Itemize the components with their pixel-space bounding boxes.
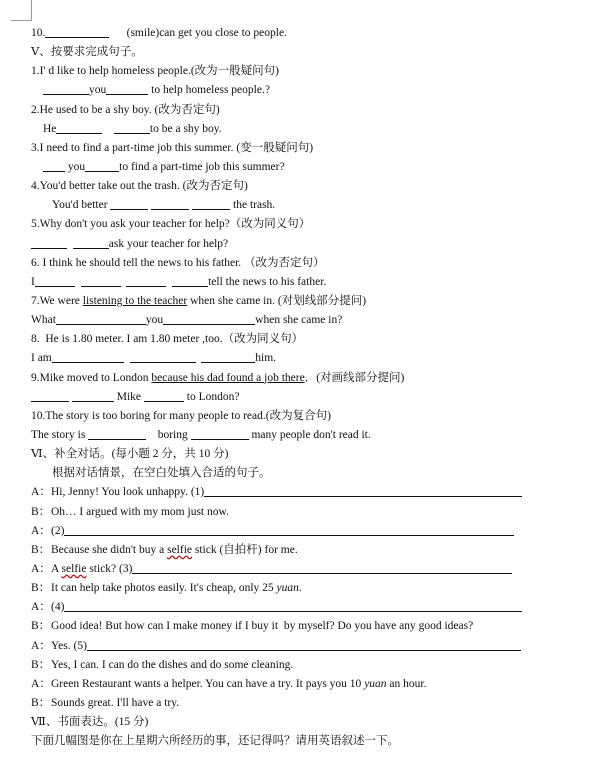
item-2-answer: He to be a shy boy. (43, 122, 222, 135)
page-corner-mark (11, 0, 32, 21)
item-6-question: 6. I think he should tell the news to his father. （改为否定句） (31, 256, 325, 269)
item-6-answer: I tell the news to his father. (31, 275, 327, 288)
dialog-line-11: A：Green Restaurant wants a helper. You can have a try. It pays you 10 yuan an hour. (31, 677, 427, 690)
section-7-instruction: 下面几幅图是你在上星期六所经历的事，还记得吗？请用英语叙述一下。 (31, 735, 399, 748)
dialog-line-1: A：Hi, Jenny! You look unhappy. (1) (0, 483, 602, 502)
item-5-answer: ask your teacher for help? (0, 235, 602, 254)
dialog-line-9: A：Yes. (5) (0, 637, 602, 656)
section-7-title: Ⅶ、书面表达。(15 分) (31, 716, 149, 729)
section-6-instruction: 根据对话情景，在空白处填入合适的句子。 (52, 467, 271, 480)
item-2-question: 2.He used to be a shy boy. (改为否定句) (31, 103, 220, 116)
item-10-answer: The story is boring many people don't read it. (31, 428, 371, 441)
section-6-title: Ⅵ、补全对话。(每小题 2 分，共 10 分) (31, 448, 229, 461)
item-8-answer: I am him. (31, 352, 277, 365)
section-5-title: Ⅴ、按要求完成句子。 (31, 46, 143, 59)
dialog-line-7: A：(4) (0, 598, 602, 617)
dialog-line-12: B：Sounds great. I'll have a try. (31, 696, 180, 709)
dialog-line-8: B：Good idea! But how can I make money if I buy it by myself? Do you have any good ideas? (31, 620, 474, 633)
item-9-answer: Mike to London? (0, 388, 602, 407)
item-4-answer: You'd better the trash. (52, 199, 276, 212)
dialog-line-5: A：A selfie stick? (3) (0, 560, 602, 579)
item-9-question: 9.Mike moved to London because his dad found a job there．(对画线部分提问) (31, 371, 405, 384)
item-7-answer: What you when she came in? (31, 314, 343, 327)
dialog-line-2: B：Oh… I argued with my mom just now. (31, 505, 229, 518)
item-10-question: 10.The story is too boring for many people to read.(改为复合句) (31, 409, 331, 422)
item-3-answer: you to find a part-time job this summer? (0, 158, 602, 177)
item-3-question: 3.I need to find a part-time job this summer. (变一般疑问句) (31, 141, 314, 154)
dialog-line-10: B：Yes, I can. I can do the dishes and do some cleaning. (31, 658, 294, 671)
item-1-question: 1.I' d like to help homeless people.(改为一般疑问句) (31, 65, 280, 78)
question-10-fill: 10. (smile)can get you close to people. (31, 27, 287, 39)
item-8-question: 8. He is 1.80 meter. I am 1.80 meter ,too.（改为同义句） (31, 333, 304, 346)
dialog-line-4: B：Because she didn't buy a selfie stick (自拍杆) for me. (31, 543, 298, 556)
item-1-answer: you to help homeless people.? (0, 81, 602, 100)
dialog-line-3: A：(2) (0, 522, 602, 541)
item-7-question: 7.We were listening to the teacher when she came in. (对划线部分提问) (31, 294, 367, 307)
item-5-question: 5.Why don't you ask your teacher for help?（改为同义句） (31, 218, 311, 231)
document-page (0, 24, 602, 751)
dialog-line-6: B：It can help take photos easily. It's cheap, only 25 yuan. (31, 582, 302, 595)
item-4-question: 4.You'd better take out the trash. (改为否定句) (31, 180, 248, 193)
